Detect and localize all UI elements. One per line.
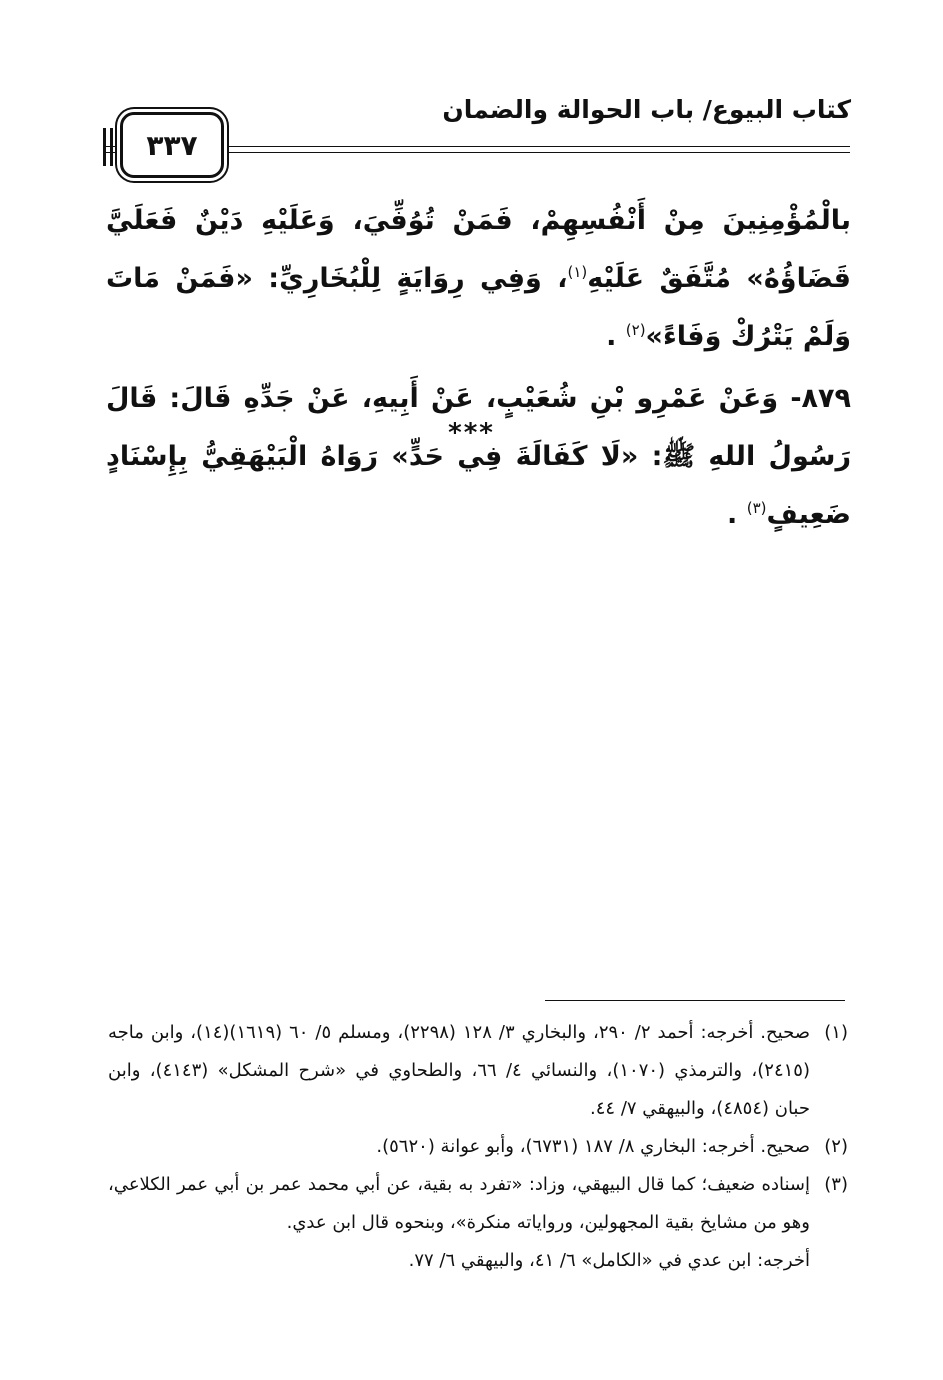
running-title: كتاب البيوع/ باب الحوالة والضمان [442,95,851,124]
footnote-number: (١) [824,1022,848,1043]
footnotes [108,1014,848,1280]
footnote-1 [108,1014,848,1128]
footnote-ref: (٣) [746,499,767,517]
footnote-text: صحيح. أخرجه: أحمد ٢/ ٢٩٠، والبخاري ٣/ ١٢٨ (٢٢٩٨)، ومسلم ٥/ ٦٠ (١٦١٩)(١٤)، وابن ماجه (٢٤١٥)، والترمذي (١٠٧٠)، والنسائي ٤/ ٦٦، والطحاوي في «شرح المشكل» (٤١٤٣)، وابن حبان (٤٨٥٤)، والبيهقي ٧/ ٤٤. [108,1022,810,1119]
footnote-text: إسناده ضعيف؛ كما قال البيهقي، وزاد: «تفرد به بقية، عن أبي محمد عمر بن أبي عمر الكلاعي، وهو من مشايخ بقية المجهولين، ورواياته منكرة»، وبنحوه قال ابن عدي. [108,1174,810,1233]
hadith-879 [106,370,851,544]
footnote-number: (٢) [824,1136,848,1157]
page-number: ٣٣٧ [120,112,224,178]
page-box-bar-left [103,128,106,166]
section-separator: *** [448,418,495,448]
footnote-2 [108,1128,848,1166]
footnote-3-extra [108,1242,848,1280]
hadith-end: . [727,499,738,530]
page-box-bar-left-inner [110,128,113,166]
paragraph-continuation [106,192,851,366]
paragraph-end: . [606,321,617,352]
main-text [106,192,851,544]
footnote-text: صحيح. أخرجه: البخاري ٨/ ١٨٧ (٦٧٣١)، وأبو عوانة (٥٦٢٠). [376,1136,810,1157]
paragraph-text: بالْمُؤْمِنِينَ مِنْ أَنْفُسِهِمْ، فَمَنْ تُوُفِّيَ، وَعَلَيْهِ دَيْنٌ فَعَلَيَّ قَضَاؤُهُ» مُتَّفَقٌ عَلَيْهِ [106,205,851,294]
paragraph-text: ، وَفِي رِوَايَةٍ لِلْبُخَارِيِّ: «فَمَنْ مَاتَ وَلَمْ يَتْرُكْ وَفَاءً» [106,263,851,352]
footnote-ref: (١) [567,263,588,281]
footnote-number: (٣) [824,1174,848,1195]
footnote-3 [108,1166,848,1242]
footnote-ref: (٢) [625,321,646,339]
footnote-text: أخرجه: ابن عدي في «الكامل» ٦/ ٤١، والبيهقي ٦/ ٧٧. [408,1250,810,1271]
hadith-text: ٨٧٩- وَعَنْ عَمْرِو بْنِ شُعَيْبٍ، عَنْ أَبِيهِ، عَنْ جَدِّهِ قَالَ: قَالَ رَسُولُ اللهِ ﷺ: «لَا كَفَالَةَ فِي حَدٍّ» رَوَاهُ الْبَيْهَقِيُّ بِإِسْنَادٍ ضَعِيفٍ [106,383,851,530]
footnote-rule [545,1000,845,1001]
